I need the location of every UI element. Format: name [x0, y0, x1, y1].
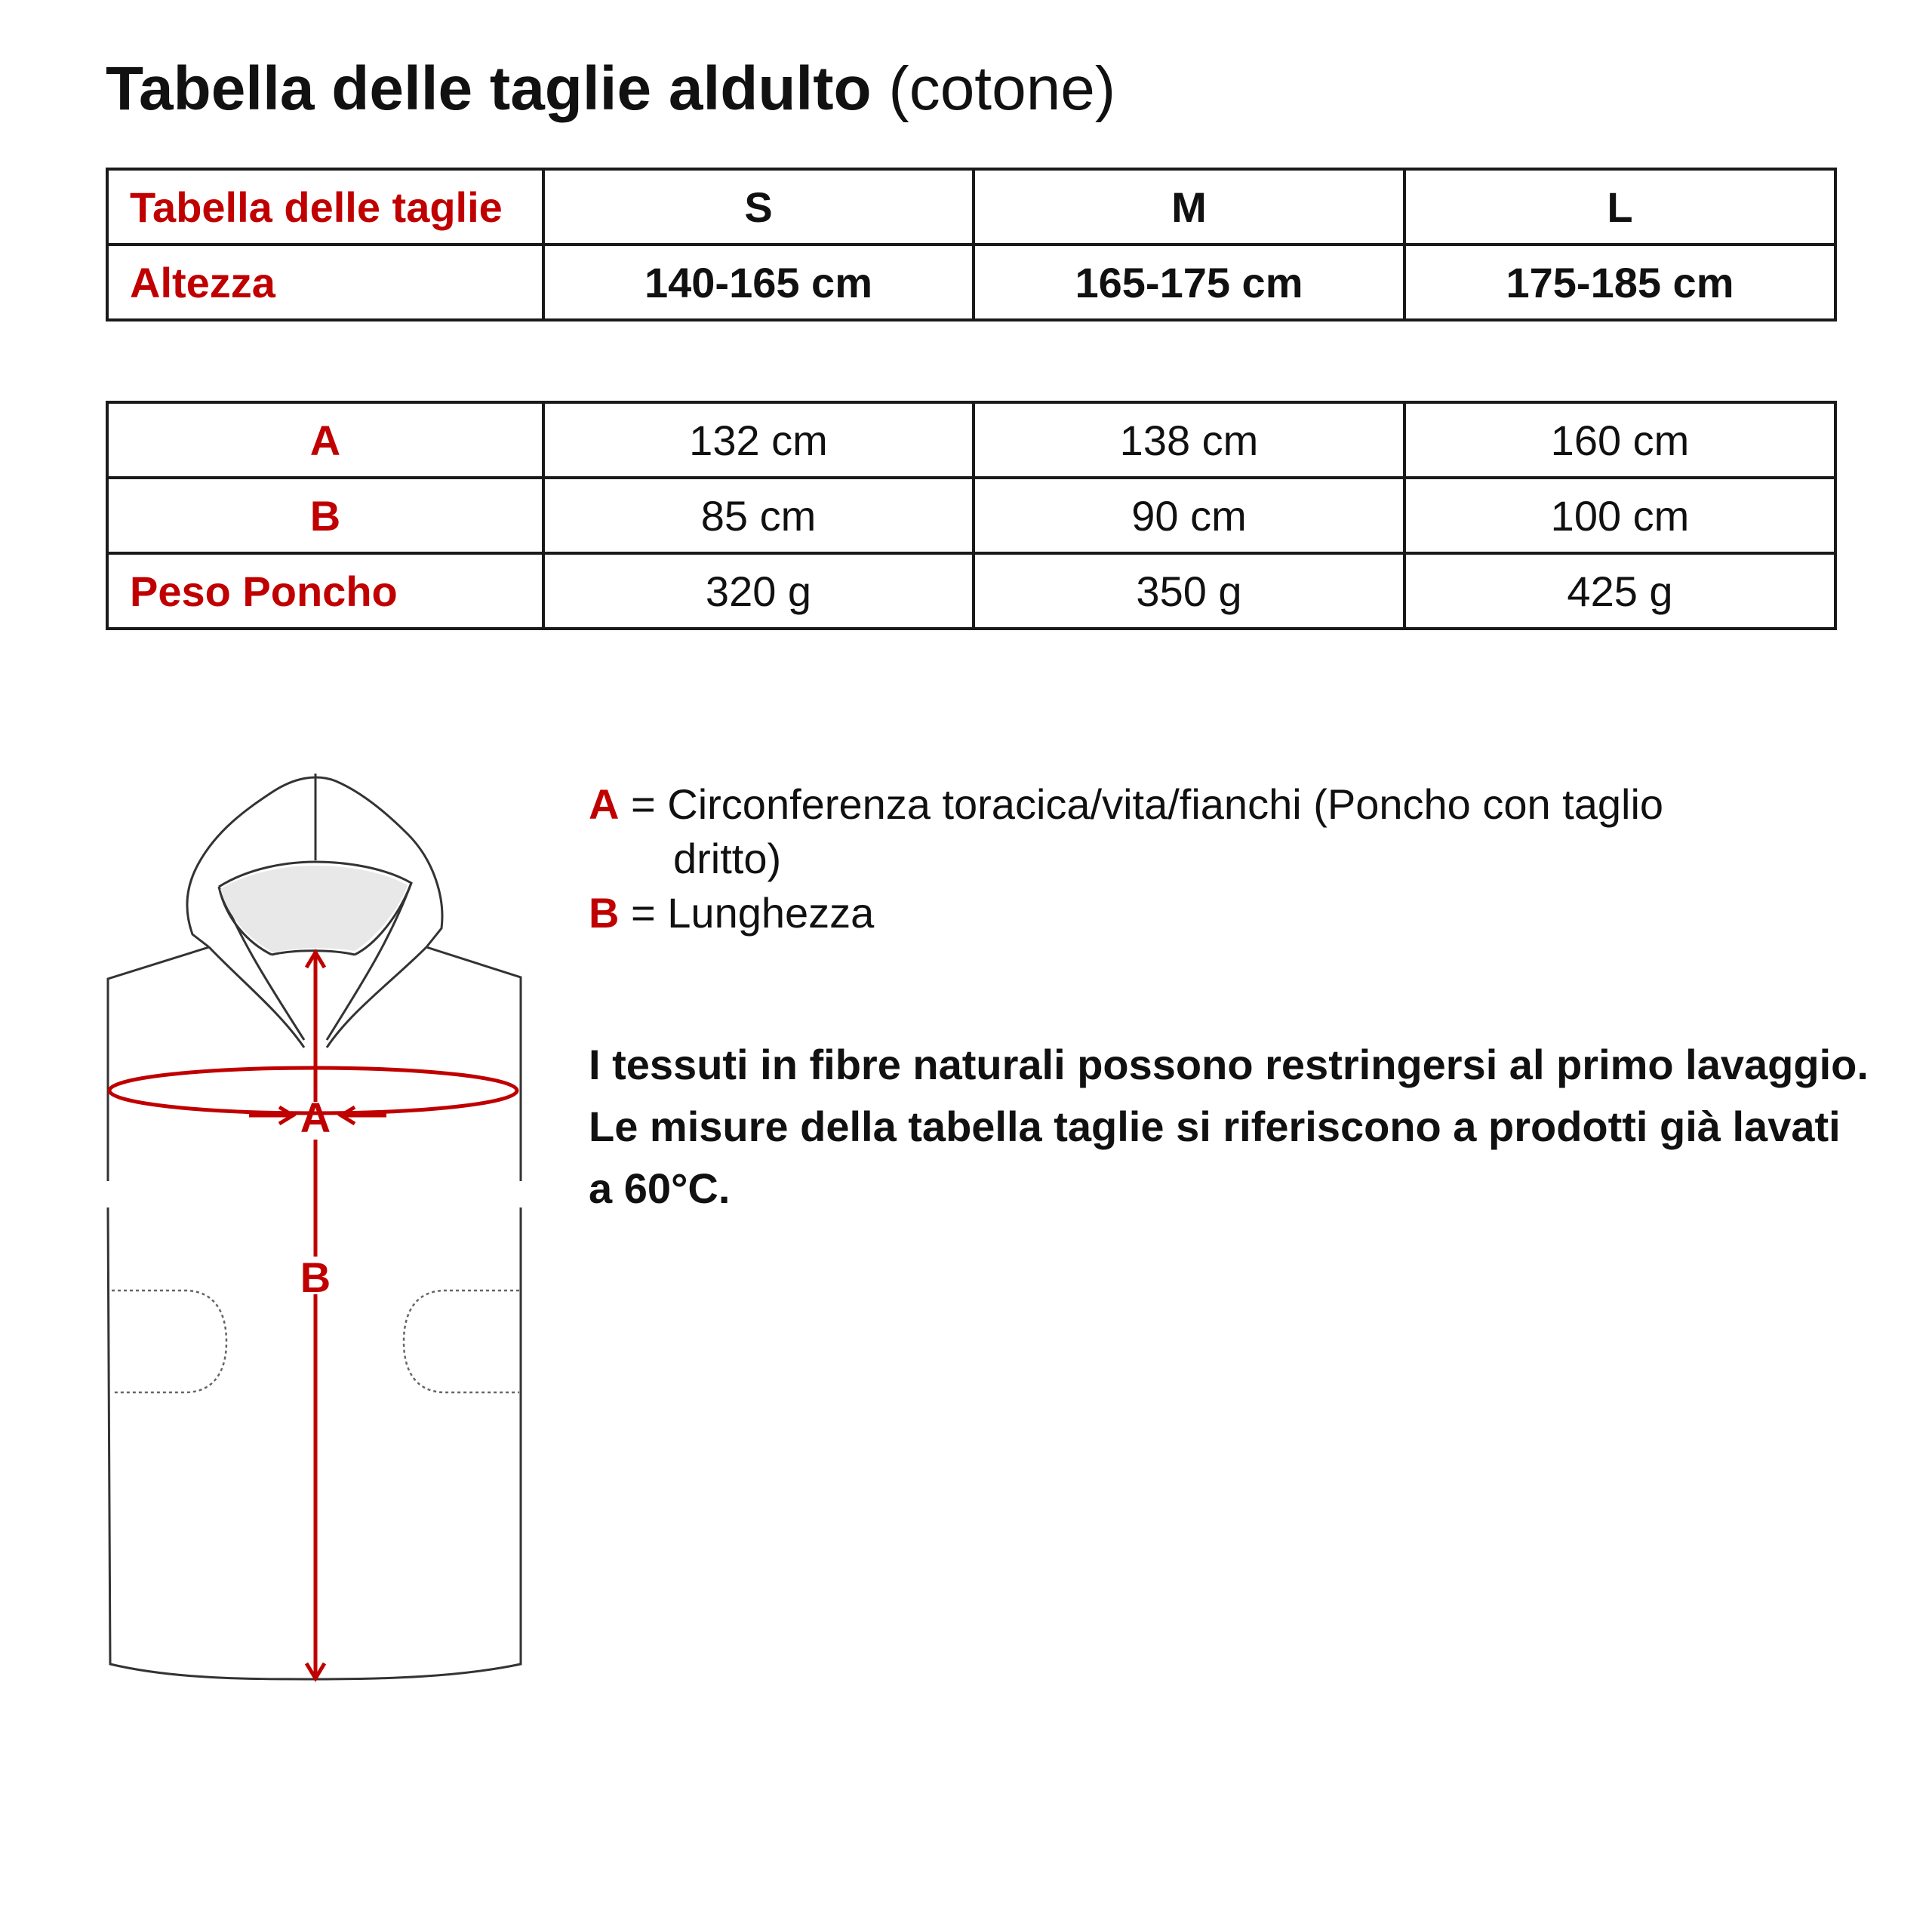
- height-label: Altezza: [107, 245, 543, 320]
- diagram-label-b: B: [300, 1254, 331, 1301]
- legend-key-a: A: [589, 780, 620, 828]
- table-cell: 160 cm: [1404, 402, 1835, 478]
- table-row: [107, 402, 1835, 478]
- table-cell: 100 cm: [1404, 478, 1835, 553]
- table-row: [107, 553, 1835, 629]
- page-title-suffix: (cotone): [888, 54, 1116, 123]
- table-cell: 85 cm: [543, 478, 974, 553]
- legend-item-b: [589, 886, 1834, 940]
- size-header-m: M: [974, 169, 1404, 245]
- measurement-table: [106, 401, 1837, 630]
- legend-key-b: B: [589, 889, 620, 937]
- diagram-label-a: A: [300, 1094, 331, 1141]
- table-row: [107, 478, 1835, 553]
- size-table-header-label: Tabella delle taglie: [107, 169, 543, 245]
- table-cell: 132 cm: [543, 402, 974, 478]
- page-title-main: Tabella delle taglie aldulto: [106, 54, 872, 123]
- legend-text-a: = Circonferenza toracica/vita/fianchi (Poncho con taglio: [631, 780, 1664, 828]
- left-pocket: [112, 1291, 226, 1392]
- row-label-b: B: [107, 478, 543, 553]
- height-value-l: 175-185 cm: [1404, 245, 1835, 320]
- table-cell: 350 g: [974, 553, 1404, 629]
- size-table: [106, 168, 1837, 321]
- page-title: [106, 51, 1115, 127]
- length-arrow: [306, 952, 325, 1678]
- table-cell: 320 g: [543, 553, 974, 629]
- legend-text-b: = Lunghezza: [631, 889, 875, 937]
- washing-note: I tessuti in fibre naturali possono restringersi al primo lavaggio. Le misure della tabella taglie si riferiscono a prodotti già lavati a 60°C.: [589, 1041, 1869, 1212]
- table-cell: 425 g: [1404, 553, 1835, 629]
- height-value-s: 140-165 cm: [543, 245, 974, 320]
- height-value-m: 165-175 cm: [974, 245, 1404, 320]
- row-label-weight: Peso Poncho: [107, 553, 543, 629]
- size-header-l: L: [1404, 169, 1835, 245]
- table-cell: 138 cm: [974, 402, 1404, 478]
- poncho-diagram: [98, 762, 551, 1698]
- legend-item-a: [589, 777, 1834, 886]
- size-header-s: S: [543, 169, 974, 245]
- table-cell: 90 cm: [974, 478, 1404, 553]
- table-row: [107, 169, 1835, 245]
- table-row: [107, 245, 1835, 320]
- legend-text-a-cont: dritto): [673, 835, 782, 882]
- right-pocket: [404, 1291, 519, 1392]
- row-label-a: A: [107, 402, 543, 478]
- legend: [589, 777, 1834, 940]
